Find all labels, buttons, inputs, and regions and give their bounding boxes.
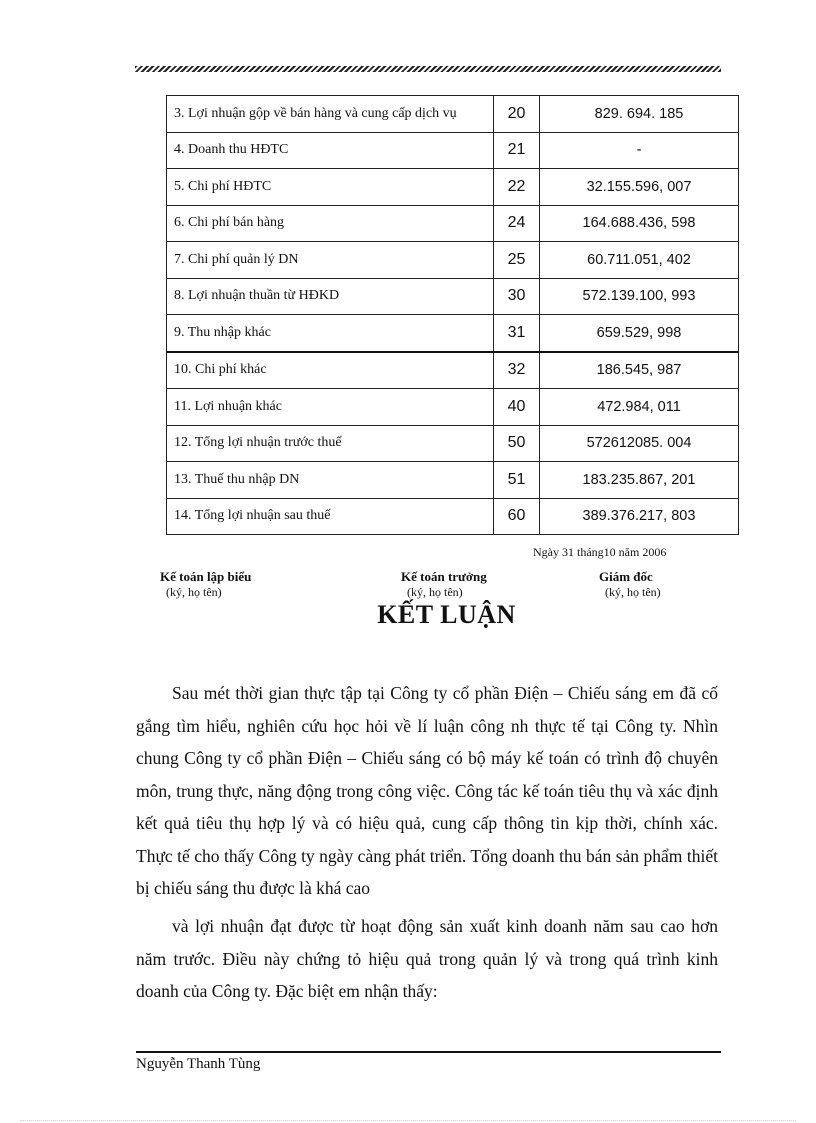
row-value: 659.529, 998	[540, 315, 739, 352]
row-label: 14. Tổng lợi nhuận sau thuế	[167, 498, 494, 535]
table-row	[167, 498, 739, 535]
row-value: -	[540, 132, 739, 169]
footer-divider	[136, 1051, 721, 1053]
row-code: 50	[494, 425, 540, 462]
row-code: 30	[494, 278, 540, 315]
row-code: 51	[494, 462, 540, 499]
row-code: 24	[494, 205, 540, 242]
row-label: 8. Lợi nhuận thuần từ HĐKD	[167, 278, 494, 315]
table-row	[167, 205, 739, 242]
row-value: 829. 694. 185	[540, 96, 739, 133]
row-label: 7. Chi phí quản lý DN	[167, 242, 494, 279]
row-code: 40	[494, 389, 540, 426]
footer-author: Nguyễn Thanh Tùng	[136, 1056, 261, 1072]
row-code: 32	[494, 352, 540, 389]
table-row	[167, 389, 739, 426]
header-decorative-border	[135, 66, 721, 72]
signature-title: Giám đốc	[599, 569, 653, 584]
signature-subtitle: (ký, họ tên)	[166, 585, 222, 599]
row-label: 10. Chi phí khác	[167, 352, 494, 389]
conclusion-paragraph-1	[136, 677, 718, 905]
row-value: 572612085. 004	[540, 425, 739, 462]
row-value: 389.376.217, 803	[540, 498, 739, 535]
signature-preparer	[160, 569, 251, 600]
table-row	[167, 96, 739, 133]
table-row	[167, 315, 739, 352]
paragraph-text: Sau mét thời gian thực tập tại Công ty cổ phần Điện – Chiếu sáng em đã cố gắng tìm hiểu, nghiên cứu học hỏi về lí luận công nh thực tế tại Công ty. Nhìn chung Công ty cổ phần Điện – Chiếu sáng có bộ máy kế toán có trình độ chuyên môn, trung thực, năng động trong công việc. Công tác kế toán tiêu thụ và xác định kết quả tiêu thụ hợp lý và có hiệu quả, cung cấp thông tin kịp thời, chính xác. Thực tế cho thấy Công ty ngày càng phát triển. Tổng doanh thu bán sản phẩm thiết bị chiếu sáng thu được là khá cao	[136, 683, 718, 898]
row-code: 25	[494, 242, 540, 279]
row-label: 6. Chi phí bán hàng	[167, 205, 494, 242]
row-code: 60	[494, 498, 540, 535]
row-label: 9. Thu nhập khác	[167, 315, 494, 352]
row-label: 11. Lợi nhuận khác	[167, 389, 494, 426]
table-row	[167, 242, 739, 279]
signature-title: Kế toán lập biểu	[160, 569, 252, 584]
signature-title: Kế toán trưởng	[401, 569, 487, 584]
row-label: 4. Doanh thu HĐTC	[167, 132, 494, 169]
row-value: 183.235.867, 201	[540, 462, 739, 499]
table-row	[167, 169, 739, 206]
row-value: 472.984, 011	[540, 389, 739, 426]
date-line: Ngày 31 tháng10 năm 2006	[533, 545, 667, 559]
income-statement-table	[166, 95, 739, 535]
table-row	[167, 462, 739, 499]
row-label: 13. Thuế thu nhập DN	[167, 462, 494, 499]
row-label: 5. Chi phí HĐTC	[167, 169, 494, 206]
table-row	[167, 352, 739, 389]
table-row	[167, 278, 739, 315]
row-value: 186.545, 987	[540, 352, 739, 389]
signature-subtitle: (ký, họ tên)	[407, 585, 463, 599]
table-row	[167, 132, 739, 169]
row-value: 164.688.436, 598	[540, 205, 739, 242]
section-title: KẾT LUẬN	[377, 600, 516, 629]
row-code: 31	[494, 315, 540, 352]
row-label: 12. Tổng lợi nhuận trước thuế	[167, 425, 494, 462]
row-label: 3. Lợi nhuận gộp về bán hàng và cung cấp dịch vụ	[167, 96, 494, 133]
conclusion-paragraph-2	[136, 910, 718, 1008]
table-row	[167, 425, 739, 462]
signature-chief-accountant	[401, 569, 487, 600]
row-code: 22	[494, 169, 540, 206]
row-value: 60.711.051, 402	[540, 242, 739, 279]
row-value: 572.139.100, 993	[540, 278, 739, 315]
row-code: 20	[494, 96, 540, 133]
page-edge-dotted-line	[20, 1120, 796, 1121]
paragraph-text: và lợi nhuận đạt được từ hoạt động sản xuất kinh doanh năm sau cao hơn năm trước. Điều này chứng tỏ hiệu quả trong quản lý và trong quá trình kinh doanh của Công ty. Đặc biệt em nhận thấy:	[136, 916, 718, 1001]
signature-subtitle: (ký, họ tên)	[605, 585, 661, 599]
row-value: 32.155.596, 007	[540, 169, 739, 206]
signature-director	[599, 569, 661, 600]
row-code: 21	[494, 132, 540, 169]
